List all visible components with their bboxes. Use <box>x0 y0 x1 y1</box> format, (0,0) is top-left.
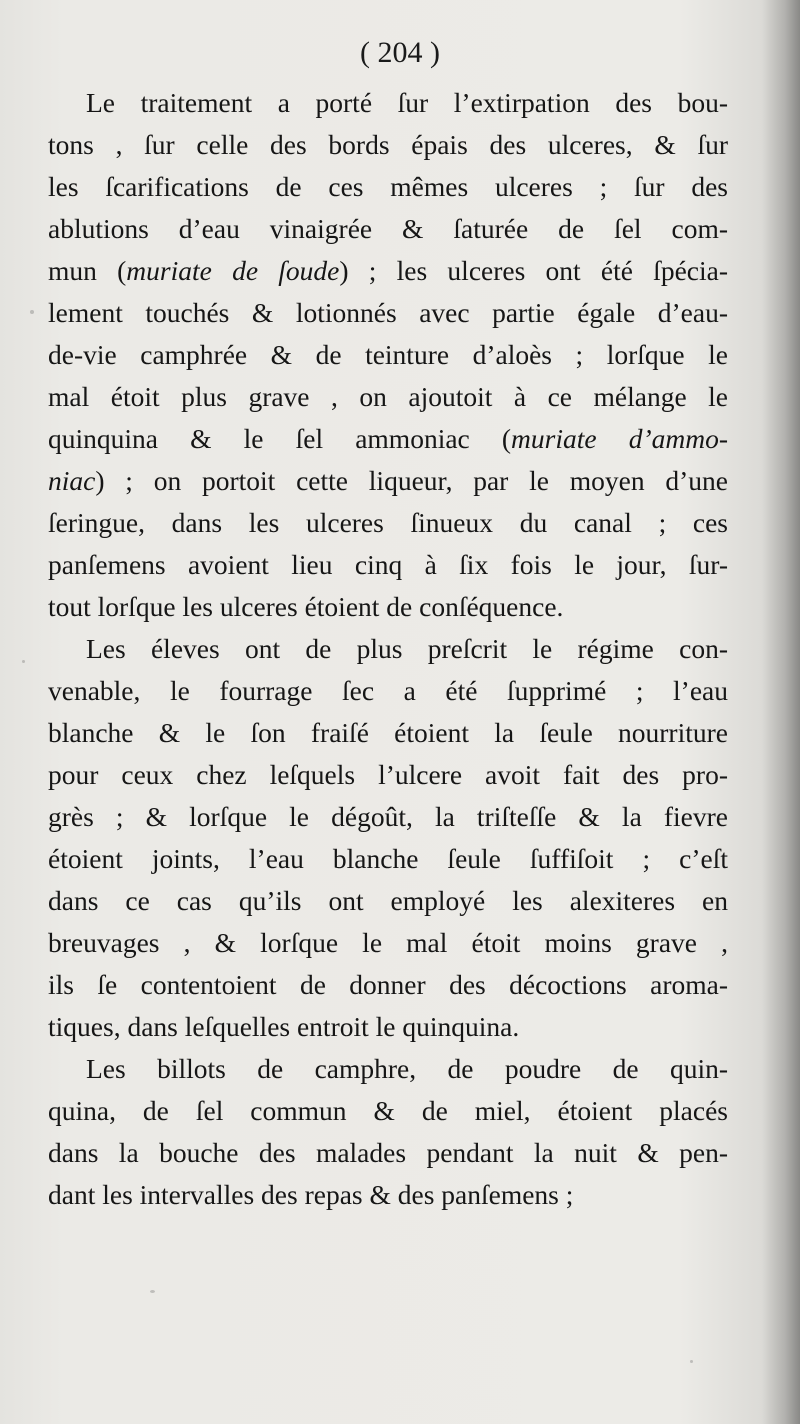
paper-speck <box>690 1360 693 1363</box>
text-line: pour ceux chez leſquels l’ulcere avoit fait des pro- <box>48 759 728 790</box>
paper-speck <box>30 310 34 314</box>
paper-speck <box>150 1290 155 1293</box>
text-line: dans ce cas qu’ils ont employé les alexiteres en <box>48 885 728 916</box>
text-line: tiques, dans leſquelles entroit le quinquina. <box>48 1011 520 1042</box>
text-line: ſeringue, dans les ulceres ſinueux du canal ; ces <box>48 507 728 538</box>
paragraph <box>48 82 728 628</box>
text-line: blanche & le ſon fraiſé étoient la ſeule nourriture <box>48 717 728 748</box>
text-line: dans la bouche des malades pendant la nuit & pen- <box>48 1137 728 1168</box>
text-line: de-vie camphrée & de teinture d’aloès ; lorſque le <box>48 339 728 370</box>
italic-term: muriate d’ammo- <box>511 423 728 454</box>
text-line: mal étoit plus grave , on ajoutoit à ce mélange le <box>48 381 728 412</box>
text-line: Les éleves ont de plus preſcrit le régime con- <box>86 633 728 664</box>
text-line: Les billots de camphre, de poudre de quin- <box>86 1053 728 1084</box>
text-line: ablutions d’eau vinaigrée & ſaturée de ſel com- <box>48 213 728 244</box>
text-line: quinquina & le ſel ammoniac (muriate d’ammo- <box>48 423 728 454</box>
text-line: quina, de ſel commun & de miel, étoient placés <box>48 1095 728 1126</box>
paragraph <box>48 628 728 1048</box>
text-line: grès ; & lorſque le dégoût, la triſteſſe & la fievre <box>48 801 728 832</box>
text-line: venable, le fourrage ſec a été ſupprimé ; l’eau <box>48 675 728 706</box>
italic-term: muriate de ſoude <box>126 255 340 286</box>
italic-term: niac <box>48 465 96 496</box>
text-line: dant les intervalles des repas & des panſemens ; <box>48 1179 574 1210</box>
page-number: ( 204 ) <box>360 36 440 69</box>
text-line: tout lorſque les ulceres étoient de conſéquence. <box>48 591 564 622</box>
page-gutter-shadow <box>762 0 800 1424</box>
text-line: breuvages , & lorſque le mal étoit moins grave , <box>48 927 728 958</box>
text-line: tons , ſur celle des bords épais des ulceres, & ſur <box>48 129 728 160</box>
paragraph <box>48 1048 728 1216</box>
text-line: étoient joints, l’eau blanche ſeule ſuffiſoit ; c’eſt <box>48 843 728 874</box>
body-text <box>48 82 728 1216</box>
text-line: panſemens avoient lieu cinq à ſix fois le jour, ſur- <box>48 549 728 580</box>
text-line: Le traitement a porté ſur l’extirpation des bou- <box>86 87 728 118</box>
text-line: ils ſe contentoient de donner des décoctions aroma- <box>48 969 728 1000</box>
text-line: mun (muriate de ſoude) ; les ulceres ont été ſpécia- <box>48 255 728 286</box>
text-line: lement touchés & lotionnés avec partie égale d’eau- <box>48 297 728 328</box>
paper-speck <box>22 660 25 663</box>
text-line: niac) ; on portoit cette liqueur, par le moyen d’une <box>48 465 728 496</box>
text-line: les ſcarifications de ces mêmes ulceres ; ſur des <box>48 171 728 202</box>
